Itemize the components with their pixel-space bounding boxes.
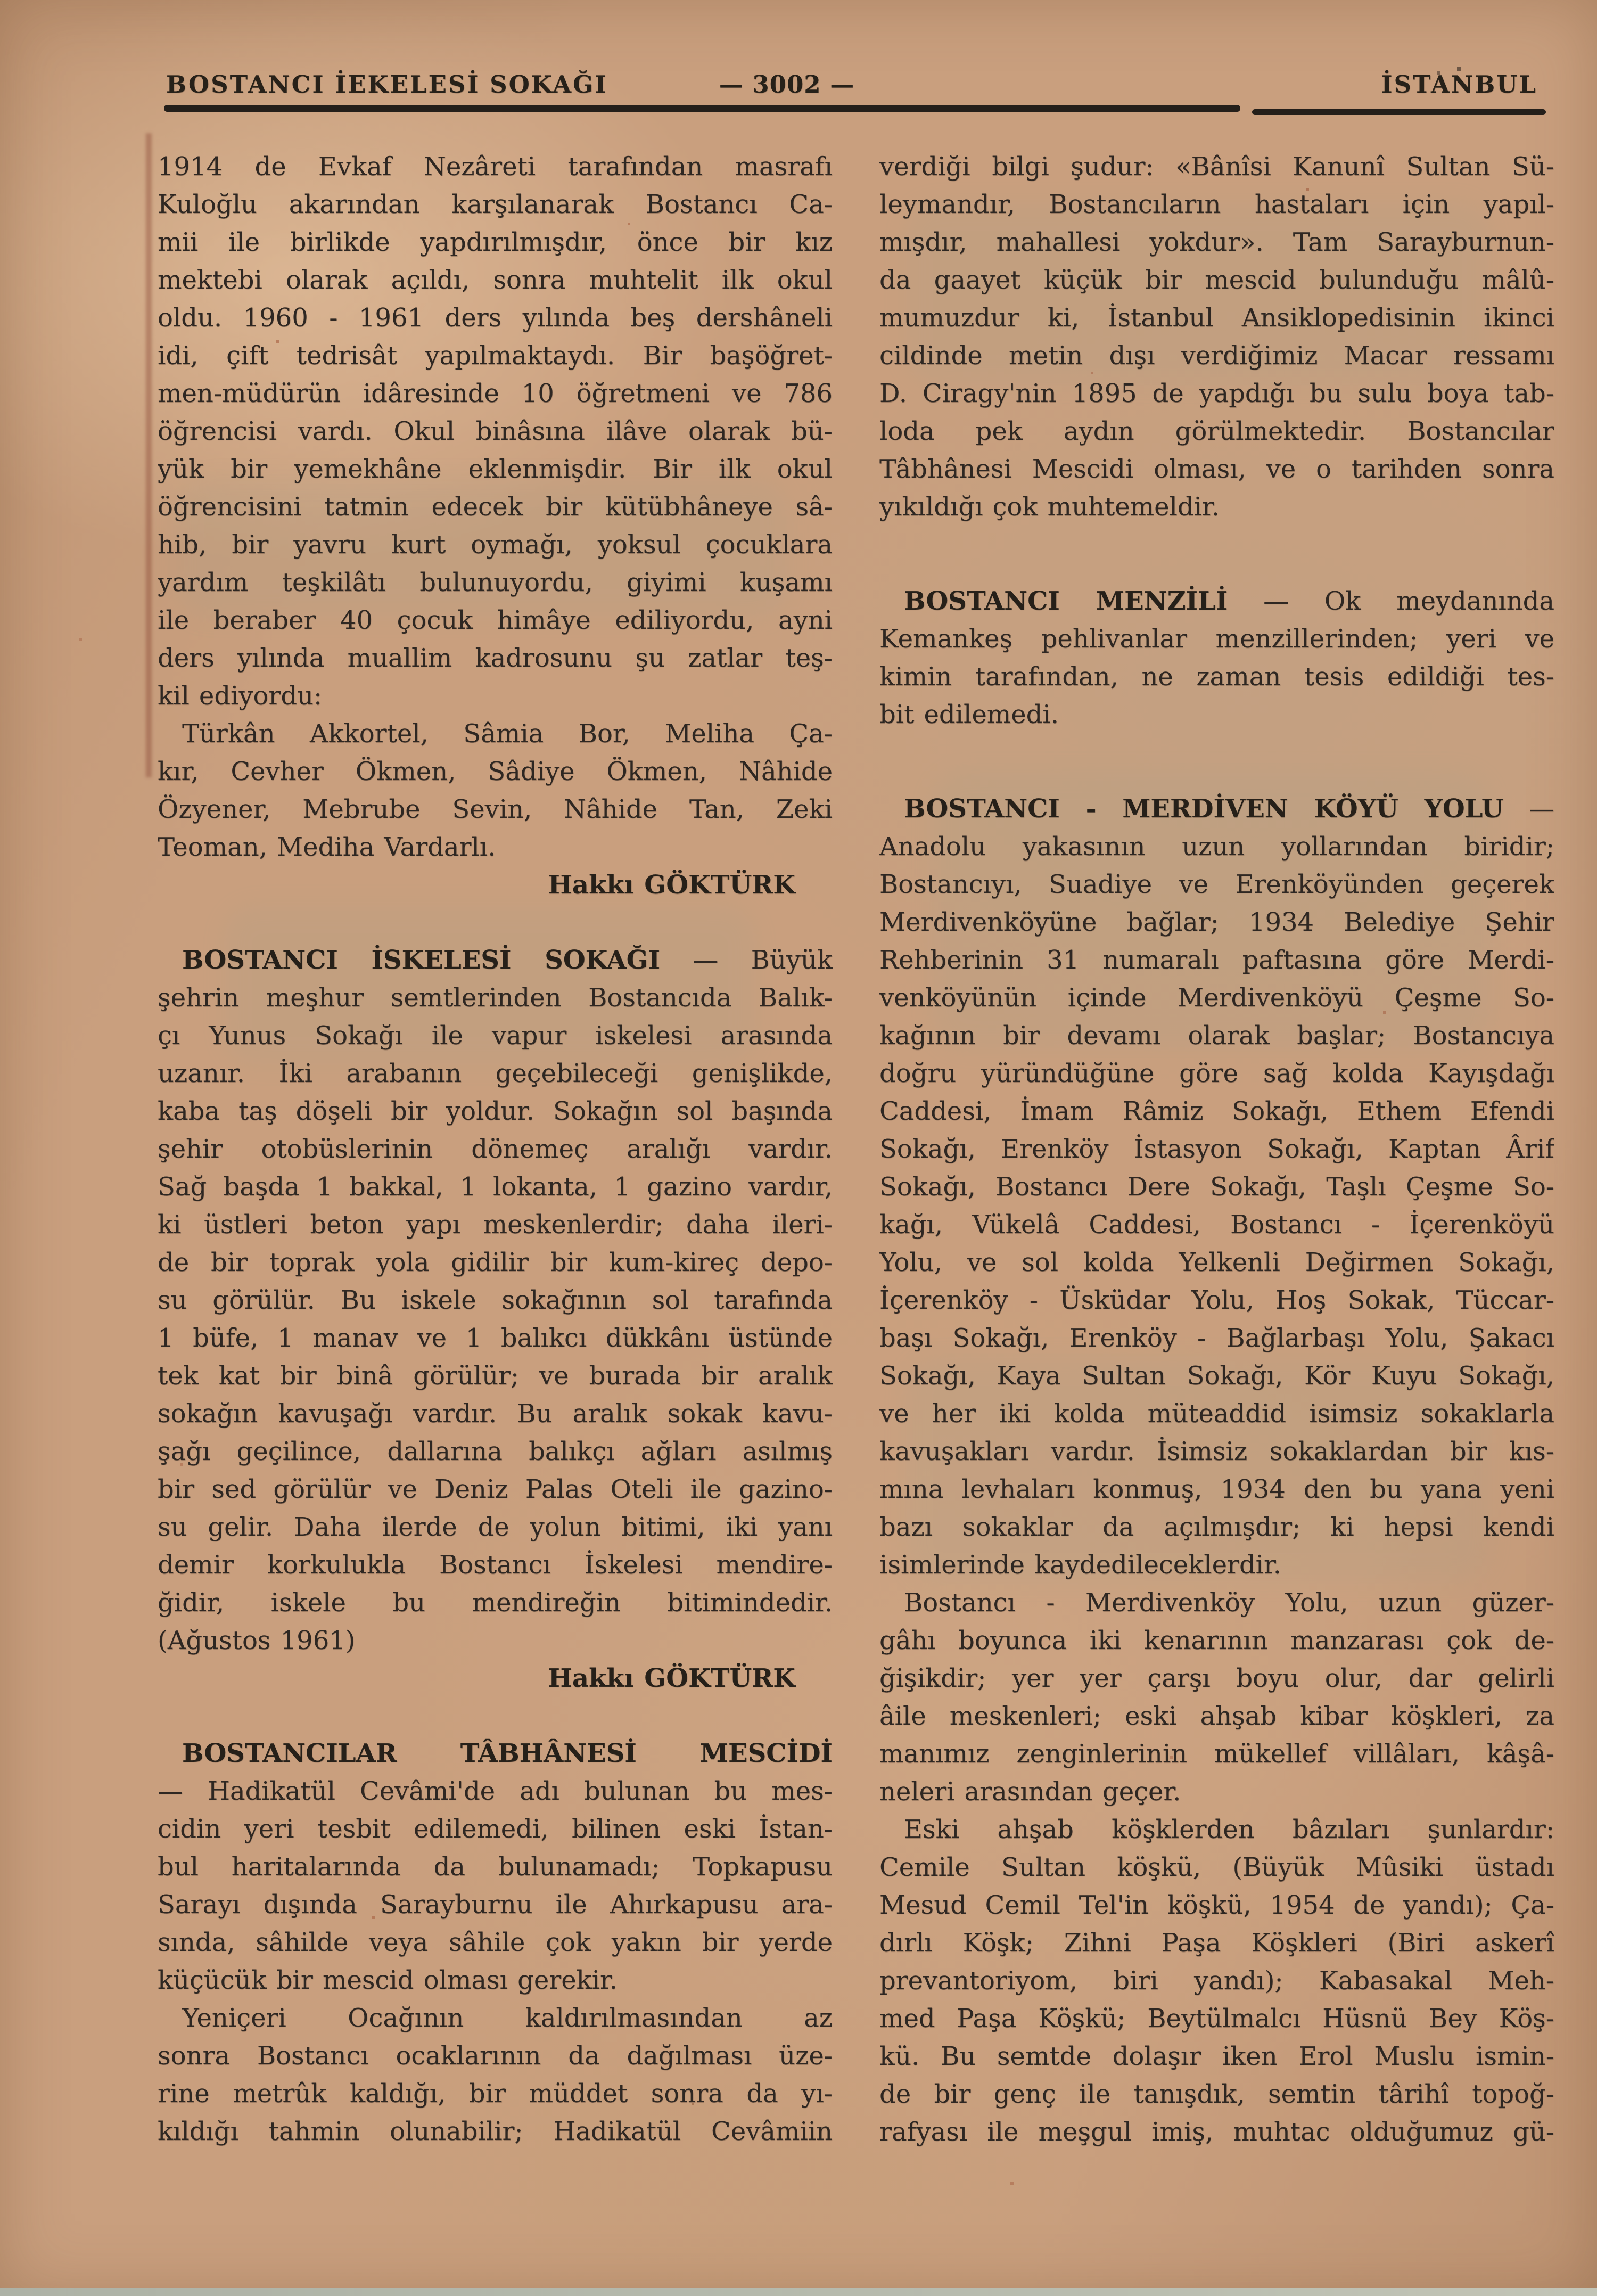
line-text: doğru yüründüğüne göre sağ kolda Kayışdağı xyxy=(879,1059,1554,1088)
text-line xyxy=(879,696,1554,734)
line-text: Yeniçeri Ocağının kaldırılmasından az xyxy=(182,2003,833,2033)
text-line xyxy=(879,1017,1554,1055)
text-line xyxy=(879,1924,1554,1962)
text-line xyxy=(879,941,1554,979)
line-text: Kuloğlu akarından karşılanarak Bostancı Ca- xyxy=(158,190,833,219)
text-line xyxy=(879,1282,1554,1319)
line-text: dırlı Köşk; Zihni Paşa Köşkleri (Biri askerî xyxy=(879,1928,1554,1958)
entry-heading: BOSTANCI - MERDİVEN KÖYÜ YOLU xyxy=(904,794,1504,824)
text-line xyxy=(158,1130,833,1168)
line-text: oldu. 1960 - 1961 ders yılında beş dershâneli xyxy=(158,303,833,333)
text-line xyxy=(879,1660,1554,1698)
line-text: — xyxy=(1503,794,1554,824)
text-line xyxy=(158,337,833,375)
line-text: de bir genç ile tanışdık, semtin târihî topoğ- xyxy=(879,2079,1554,2109)
text-line xyxy=(158,299,833,337)
text-line xyxy=(879,2113,1554,2151)
text-line xyxy=(158,1886,833,1924)
text-line xyxy=(158,602,833,639)
text-line xyxy=(158,1093,833,1130)
text-column-left xyxy=(158,148,833,2151)
line-text: Sarayı dışında Sarayburnu ile Ahırkapusu ara- xyxy=(158,1890,833,1920)
line-text: Anadolu yakasının uzun yollarından biridir; xyxy=(879,832,1554,862)
text-line xyxy=(158,186,833,224)
line-text: su gelir. Daha ilerde de yolun bitimi, iki yanı xyxy=(158,1512,833,1542)
entry-start-line xyxy=(879,790,1554,828)
line-text: sonra Bostancı ocaklarının da dağılması üze- xyxy=(158,2041,833,2071)
text-line xyxy=(879,186,1554,224)
text-line xyxy=(879,2076,1554,2113)
line-text: bazı sokaklar da açılmışdır; ki hepsi kendi xyxy=(879,1512,1554,1542)
running-head-article-title: BOSTANCI İEKELESİ SOKAĞI xyxy=(166,70,608,99)
line-text: hib, bir yavru kurt oymağı, yoksul çocuklara xyxy=(158,530,833,560)
line-text: çı Yunus Sokağı ile vapur iskelesi arasında xyxy=(158,1021,833,1051)
text-line xyxy=(879,1962,1554,2000)
line-text: kağının bir devamı olarak başlar; Bostancıya xyxy=(879,1021,1554,1051)
line-text: kır, Cevher Ökmen, Sâdiye Ökmen, Nâhide xyxy=(158,757,833,786)
line-text: idi, çift tedrisât yapılmaktaydı. Bir başöğret- xyxy=(158,341,833,371)
text-line xyxy=(158,1508,833,1546)
line-text: şehir otobüslerinin dönemeç aralığı vardır. xyxy=(158,1134,833,1164)
text-line xyxy=(158,1055,833,1093)
text-line xyxy=(158,1433,833,1471)
line-text: Eski ahşab köşklerden bâzıları şunlardır: xyxy=(904,1815,1554,1844)
line-text: mumuzdur ki, İstanbul Ansiklopedisinin ikinci xyxy=(879,303,1554,333)
text-line xyxy=(879,1130,1554,1168)
line-text: verdiği bilgi şudur: «Bânîsi Kanunî Sultan Sü- xyxy=(879,152,1554,182)
text-line xyxy=(879,979,1554,1017)
text-line xyxy=(158,1924,833,1962)
entry-heading: BOSTANCI İSKELESİ SOKAĞI xyxy=(182,945,661,975)
line-text: şehrin meşhur semtlerinden Bostancıda Balık- xyxy=(158,983,833,1013)
text-line xyxy=(879,1319,1554,1357)
text-line xyxy=(879,299,1554,337)
column-gap-spacer xyxy=(879,526,1554,583)
text-line xyxy=(158,1357,833,1395)
text-line xyxy=(879,261,1554,299)
text-line xyxy=(879,375,1554,413)
line-text: Sokağı, Bostancı Dere Sokağı, Taşlı Çeşme So- xyxy=(879,1172,1554,1202)
line-text: Bostancıyı, Suadiye ve Erenköyünden geçerek xyxy=(879,870,1554,899)
running-head-publication: İSTANBUL xyxy=(1381,70,1537,99)
line-text: prevantoriyom, biri yandı); Kabasakal Meh- xyxy=(879,1966,1554,1996)
text-line xyxy=(158,1471,833,1508)
line-text: öğrencisini tatmin edecek bir kütübhâneye sâ- xyxy=(158,492,833,522)
line-text: — Ok meydanında xyxy=(1228,586,1554,616)
header-rule-right-segment xyxy=(1252,109,1546,115)
line-text: loda pek aydın görülmektedir. Bostancılar xyxy=(879,416,1554,446)
line-text: kıldığı tahmin olunabilir; Hadikatül Cevâmiin xyxy=(158,2117,833,2146)
text-line xyxy=(158,413,833,450)
line-text: sokağın kavuşağı vardır. Bu aralık sokak kavu- xyxy=(158,1399,833,1429)
text-line xyxy=(158,564,833,602)
scan-bottom-edge xyxy=(0,2288,1597,2296)
text-line xyxy=(879,1471,1554,1508)
line-text: 1914 de Evkaf Nezâreti tarafından masrafı xyxy=(158,152,833,182)
text-line xyxy=(879,1698,1554,1735)
line-text: kağı, Vükelâ Caddesi, Bostancı - İçerenköyü xyxy=(879,1210,1554,1240)
line-text: Sağ başda 1 bakkal, 1 lokanta, 1 gazino vardır, xyxy=(158,1172,833,1202)
text-line xyxy=(879,1735,1554,1773)
line-text: cidin yeri tesbit edilemedi, bilinen eski İstan- xyxy=(158,1814,833,1844)
text-line xyxy=(158,1773,833,1810)
text-line xyxy=(879,413,1554,450)
line-text: İçerenköy - Üsküdar Yolu, Hoş Sokak, Tüccar- xyxy=(879,1285,1554,1315)
line-text: Yolu, ve sol kolda Yelkenli Değirmen Sokağı, xyxy=(879,1248,1554,1277)
author-signature xyxy=(158,866,833,904)
line-text: bit edilemedi. xyxy=(879,700,1059,729)
text-line xyxy=(158,1244,833,1282)
line-text: 1 büfe, 1 manav ve 1 balıkcı dükkânı üstünde xyxy=(158,1323,833,1353)
line-text: su görülür. Bu iskele sokağının sol tarafında xyxy=(158,1285,833,1315)
text-line xyxy=(158,2037,833,2075)
author-signature xyxy=(158,1660,833,1698)
text-line xyxy=(879,337,1554,375)
line-text: yıkıldığı çok muhtemeldir. xyxy=(879,492,1220,522)
text-line xyxy=(158,1584,833,1622)
line-text: bul haritalarında da bulunamadı; Topkapusu xyxy=(158,1852,833,1882)
text-line xyxy=(879,1244,1554,1282)
line-text: başı Sokağı, Erenköy - Bağlarbaşı Yolu, Şakacı xyxy=(879,1323,1554,1353)
line-text: Rehberinin 31 numaralı paftasına göre Merdi- xyxy=(879,945,1554,975)
line-text: mektebi olarak açıldı, sonra muhtelit ilk okul xyxy=(158,265,833,295)
line-text: tek kat bir binâ görülür; ve burada bir aralık xyxy=(158,1361,833,1391)
text-line xyxy=(879,224,1554,261)
line-text: kaba taş döşeli bir yoldur. Sokağın sol başında xyxy=(158,1096,833,1126)
page-number: — 3002 — xyxy=(719,70,855,99)
text-line xyxy=(158,224,833,261)
text-line xyxy=(879,1357,1554,1395)
text-line xyxy=(158,1999,833,2037)
text-line xyxy=(879,1433,1554,1471)
line-text: Tâbhânesi Mescidi olması, ve o tarihden sonra xyxy=(879,454,1554,484)
text-line xyxy=(879,1093,1554,1130)
entry-start-line xyxy=(879,583,1554,620)
text-line xyxy=(158,1395,833,1433)
line-text: (Ağustos 1961) xyxy=(158,1626,356,1655)
line-text: gâhı boyunca iki kenarının manzarası çok de- xyxy=(879,1626,1554,1655)
text-line xyxy=(158,450,833,488)
text-line xyxy=(158,488,833,526)
text-line xyxy=(879,1055,1554,1093)
line-text: men-müdürün idâresinde 10 öğretmeni ve 786 xyxy=(158,379,833,408)
line-text: ki üstleri beton yapı meskenlerdir; daha ileri- xyxy=(158,1210,833,1240)
line-text: kil ediyordu: xyxy=(158,681,323,711)
line-text: kimin tarafından, ne zaman tesis edildiği tes- xyxy=(879,662,1554,692)
text-line xyxy=(879,1508,1554,1546)
text-line xyxy=(879,904,1554,941)
text-line xyxy=(879,1622,1554,1660)
line-text: rafyası ile meşgul imiş, muhtac olduğumuz gü- xyxy=(879,2117,1554,2147)
line-text: sında, sâhilde veya sâhile çok yakın bir yerde xyxy=(158,1928,833,1957)
line-text: mına levhaları konmuş, 1934 den bu yana yeni xyxy=(879,1474,1554,1504)
text-line xyxy=(158,829,833,866)
line-text: küçücük bir mescid olması gerekir. xyxy=(158,1965,618,1995)
line-text: Teoman, Mediha Vardarlı. xyxy=(158,832,496,862)
text-line xyxy=(158,526,833,564)
text-line xyxy=(158,1282,833,1319)
text-line xyxy=(158,1017,833,1055)
text-line xyxy=(879,658,1554,696)
text-line xyxy=(879,1584,1554,1622)
text-line xyxy=(158,148,833,186)
entry-heading: BOSTANCILAR TÂBHÂNESİ MESCİDİ xyxy=(182,1739,833,1768)
line-text: da gaayet küçük bir mescid bulunduğu mâlû- xyxy=(879,265,1554,295)
line-text: Sokağı, Kaya Sultan Sokağı, Kör Kuyu Sokağı, xyxy=(879,1361,1554,1391)
line-text: Kemankeş pehlivanlar menzillerinden; yeri ve xyxy=(879,624,1554,654)
line-text: cildinde metin dışı verdiğimiz Macar ressamı xyxy=(879,341,1554,371)
text-line xyxy=(879,1811,1554,1849)
line-text: Türkân Akkortel, Sâmia Bor, Meliha Ça- xyxy=(182,719,833,749)
line-text: Bostancı - Merdivenköy Yolu, uzun güzer- xyxy=(904,1588,1554,1618)
text-line xyxy=(158,261,833,299)
line-text: — Büyük xyxy=(660,945,833,975)
text-line xyxy=(879,1206,1554,1244)
line-text: Sokağı, Erenköy İstasyon Sokağı, Kaptan Ârif xyxy=(879,1134,1554,1164)
line-text: manımız zenginlerinin mükellef villâları, kâşâ- xyxy=(879,1739,1554,1769)
line-text: yük bir yemekhâne eklenmişdir. Bir ilk okul xyxy=(158,454,833,484)
line-text: kü. Bu semtde dolaşır iken Erol Muslu ismin- xyxy=(879,2041,1554,2071)
line-text: ders yılında muallim kadrosunu şu zatlar teş- xyxy=(158,643,833,673)
text-line xyxy=(158,1168,833,1206)
line-text: neleri arasından geçer. xyxy=(879,1777,1181,1807)
text-line xyxy=(879,828,1554,866)
text-line xyxy=(158,715,833,753)
text-line xyxy=(158,1546,833,1584)
text-line xyxy=(879,1546,1554,1584)
text-line xyxy=(879,2000,1554,2038)
line-text: Mesud Cemil Tel'in köşkü, 1954 de yandı); Ça- xyxy=(879,1890,1554,1920)
column-gap-spacer xyxy=(879,734,1554,790)
line-text: âile meskenleri; eski ahşab kibar köşkleri, za xyxy=(879,1701,1554,1731)
text-line xyxy=(879,1849,1554,1887)
line-text: ğidir, iskele bu mendireğin bitimindedir. xyxy=(158,1588,833,1618)
line-text: ğişikdir; yer yer çarşı boyu olur, dar gelirli xyxy=(879,1663,1554,1693)
entry-start-line xyxy=(158,941,833,979)
text-line xyxy=(879,1887,1554,1924)
line-text: Cemile Sultan köşkü, (Büyük Mûsiki üstadı xyxy=(879,1852,1554,1882)
header-rule-left-segment xyxy=(164,105,1240,112)
text-line xyxy=(158,1848,833,1886)
text-line xyxy=(158,2113,833,2151)
text-line xyxy=(879,2038,1554,2076)
line-text: mii ile birlikde yapdırılmışdır, önce bir kız xyxy=(158,227,833,257)
text-column-right xyxy=(879,148,1554,2151)
text-line xyxy=(879,620,1554,658)
line-text: kavuşakları vardır. İsimsiz sokaklardan bir kıs- xyxy=(879,1437,1554,1466)
line-text: leymandır, Bostancıların hastaları için yapıl- xyxy=(879,190,1554,219)
line-text: mışdır, mahallesi yokdur». Tam Sarayburnun- xyxy=(879,227,1554,257)
text-line xyxy=(158,753,833,791)
text-line xyxy=(158,1622,833,1660)
entry-start-line xyxy=(158,1735,833,1773)
line-text: — Hadikatül Cevâmi'de adı bulunan bu mes- xyxy=(158,1776,833,1806)
text-line xyxy=(158,375,833,413)
text-line xyxy=(158,639,833,677)
text-line xyxy=(158,979,833,1017)
line-text: ve her iki kolda müteaddid isimsiz sokaklarla xyxy=(879,1399,1554,1429)
line-text: bir sed görülür ve Deniz Palas Oteli ile gazino- xyxy=(158,1474,833,1504)
line-text: rine metrûk kaldığı, bir müddet sonra da yı- xyxy=(158,2079,833,2109)
column-gap-spacer xyxy=(158,904,833,941)
paper-specks xyxy=(0,0,1,1)
column-gap-spacer xyxy=(158,1698,833,1735)
line-text: de bir toprak yola gidilir bir kum-kireç depo- xyxy=(158,1248,833,1277)
line-text: Merdivenköyüne bağlar; 1934 Belediye Şehir xyxy=(879,907,1554,937)
line-text: med Paşa Köşkü; Beytülmalcı Hüsnü Bey Köş- xyxy=(879,2004,1554,2033)
text-line xyxy=(879,488,1554,526)
text-line xyxy=(158,677,833,715)
line-text: öğrencisi vardı. Okul binâsına ilâve olarak bü- xyxy=(158,416,833,446)
line-text: venköyünün içinde Merdivenköyü Çeşme So- xyxy=(879,983,1554,1013)
line-text: yardım teşkilâtı bulunuyordu, giyimi kuşamı xyxy=(158,568,833,597)
text-line xyxy=(879,866,1554,904)
line-text: demir korkulukla Bostancı İskelesi mendire- xyxy=(158,1550,833,1580)
text-line xyxy=(158,1810,833,1848)
line-text: isimlerinde kaydedileceklerdir. xyxy=(879,1550,1281,1580)
line-text: Hakkı GÖKTÜRK xyxy=(548,1663,795,1693)
line-text: Hakkı GÖKTÜRK xyxy=(548,870,795,900)
line-text: Özyener, Mebrube Sevin, Nâhide Tan, Zeki xyxy=(158,794,833,824)
line-text: ile beraber 40 çocuk himâye ediliyordu, ayni xyxy=(158,605,833,635)
line-text: D. Ciragy'nin 1895 de yapdığı bu sulu boya tab- xyxy=(879,379,1554,408)
text-line xyxy=(879,148,1554,186)
text-line xyxy=(158,1962,833,1999)
text-line xyxy=(158,791,833,829)
line-text: şağı geçilince, dallarına balıkçı ağları asılmış xyxy=(158,1437,833,1466)
line-text: Caddesi, İmam Râmiz Sokağı, Ethem Efendi xyxy=(879,1096,1554,1126)
text-line xyxy=(158,1206,833,1244)
text-line xyxy=(879,1395,1554,1433)
text-line xyxy=(879,450,1554,488)
text-line xyxy=(879,1168,1554,1206)
text-line xyxy=(158,2075,833,2113)
text-line xyxy=(879,1773,1554,1811)
scan-crease-shadow xyxy=(146,133,152,777)
line-text: uzanır. İki arabanın geçebileceği genişlikde, xyxy=(158,1059,833,1088)
text-line xyxy=(158,1319,833,1357)
entry-heading: BOSTANCI MENZİLİ xyxy=(904,586,1228,616)
